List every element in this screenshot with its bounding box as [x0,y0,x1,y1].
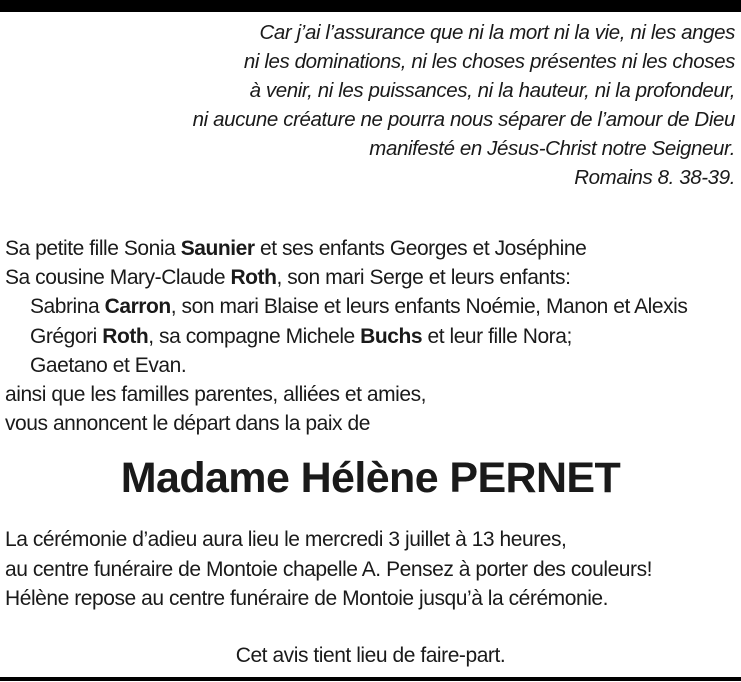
family-line [5,263,741,292]
text: et leur fille Nora; [422,324,572,348]
bible-verse [0,18,735,192]
deceased-name: Madame Hélène PERNET [120,454,621,502]
family-line [5,322,741,351]
text: et ses enfants Georges et Joséphine [254,237,587,260]
verse-reference: Romains 8. 38-39. [574,166,735,189]
ceremony-line: Hélène repose au centre funéraire de Montoie jusqu’à la cérémonie. [5,587,609,610]
family-line [5,292,741,321]
ceremony-line: La cérémonie d’adieu aura lieu le mercredi 3 juillet à 13 heures, [5,528,567,551]
text: Grégori [30,324,103,348]
notice-footer: Cet avis tient lieu de faire-part. [235,644,506,667]
family-line: ainsi que les familles parentes, alliées et amies, [5,383,427,407]
surname: Saunier [180,237,255,260]
family-announcement [5,234,741,438]
verse-line: ni les dominations, ni les choses présentes ni les choses [243,50,735,73]
family-line: Gaetano et Evan. [30,353,187,377]
surname: Carron [104,295,171,319]
verse-line: ni aucune créature ne pourra nous séparer de l’amour de Dieu [192,108,735,131]
text: , sa compagne Michele [148,324,361,348]
text: , son mari Serge et leurs enfants: [276,266,571,290]
verse-line: à venir, ni les puissances, ni la hauteur, ni la profondeur, [249,79,735,102]
verse-line: manifesté en Jésus-Christ notre Seigneur. [369,137,735,160]
verse-line: Car j’ai l’assurance que ni la mort ni la vie, ni les anges [259,21,735,44]
text: , son mari Blaise et leurs enfants Noémie, Manon et Alexis [170,295,688,319]
surname: Buchs [360,324,423,348]
text: Sabrina [30,295,105,319]
bottom-border [0,677,741,681]
text: Sa petite fille Sonia [5,237,181,260]
ceremony-details [5,525,741,614]
text: Sa cousine Mary-Claude [5,266,231,290]
ceremony-line: au centre funéraire de Montoie chapelle A. Pensez à porter des couleurs! [5,557,653,581]
family-line [5,234,741,263]
surname: Roth [102,324,149,348]
family-line: vous annoncent le départ dans la paix de [5,412,370,436]
surname: Roth [230,266,277,290]
top-border [0,0,741,12]
